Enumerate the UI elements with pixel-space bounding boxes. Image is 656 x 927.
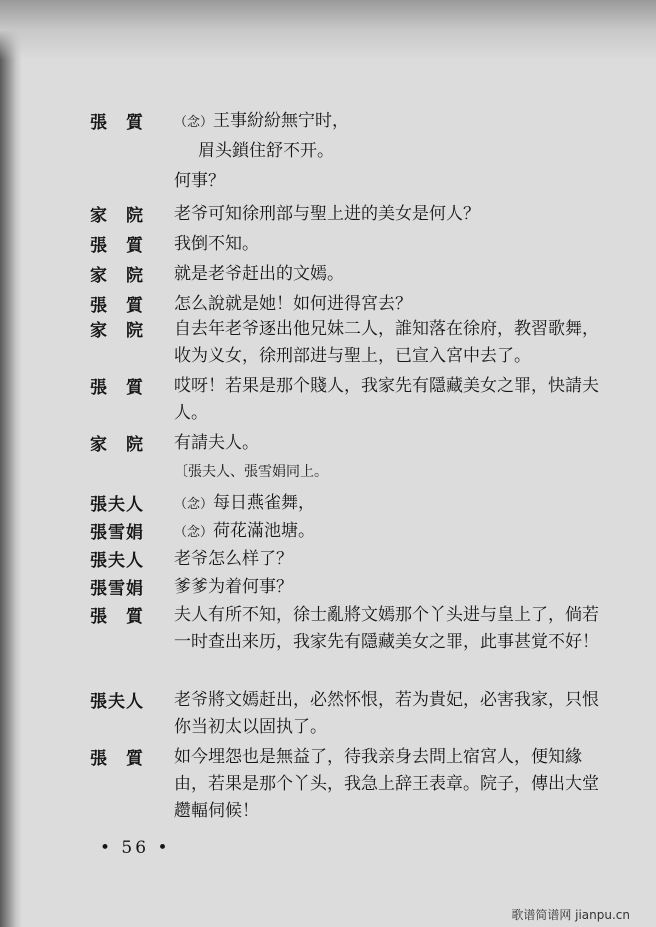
dialogue-text (174, 231, 610, 258)
dialogue-line (90, 373, 610, 427)
dialogue-line (90, 316, 610, 370)
speaker-name: 張雪娟 (90, 523, 144, 543)
dialogue-line (90, 744, 610, 825)
dialogue-line (90, 518, 610, 546)
dialogue-text (174, 291, 610, 318)
line-content: 我倒不知。 (174, 234, 259, 254)
line-content: 就是老爷赶出的文嫣。 (174, 264, 344, 284)
dialogue-text (174, 687, 610, 741)
dialogue-line (90, 490, 610, 518)
dialogue-line (90, 168, 610, 195)
line-content: 何事？ (174, 171, 225, 191)
dialogue-text (174, 546, 610, 573)
dialogue-line (90, 458, 610, 486)
dialogue-text (174, 430, 610, 457)
speaker-name: 張 質 (90, 749, 144, 769)
line-content: 每日燕雀舞， (213, 493, 316, 513)
line-content: 自去年老爷逐出他兄妹二人，誰知落在徐府，教習歌舞，收为义女，徐刑部进与聖上，已宣入宮中去了。 (174, 319, 599, 366)
dialogue-line (90, 231, 610, 258)
dialogue-line (90, 687, 610, 741)
watermark: 歌谱简谱网 jianpu.cn (511, 908, 630, 922)
dialogue-line (90, 108, 610, 136)
speaker-name: 張 質 (90, 113, 144, 133)
page-number: • 56 • (100, 838, 171, 858)
page-top-shadow (0, 0, 656, 60)
speaker-name: 張 質 (90, 378, 144, 398)
dialogue-text (174, 201, 610, 228)
line-content: 眉头鎖住舒不开。 (198, 141, 334, 161)
speaker-name: 家 院 (90, 266, 144, 286)
dialogue-line (90, 138, 610, 165)
speaker-name: 張夫人 (90, 495, 144, 515)
dialogue-line (90, 201, 610, 228)
line-content: 老爷可知徐刑部与聖上进的美女是何人？ (174, 204, 480, 224)
dialogue-text (174, 373, 610, 427)
line-content: 如今埋怨也是無益了，待我亲身去問上宿宮人，便知緣由，若果是那个丫头，我急上辞王表章。院子，傳出大堂趱輻伺候！ (174, 747, 599, 821)
dialogue-text (174, 744, 610, 825)
recitation-note: （念） (174, 525, 214, 540)
speaker-name: 家 院 (90, 206, 144, 226)
speaker-name: 家 院 (90, 435, 144, 455)
speaker-name: 家 院 (90, 321, 144, 341)
speaker-name: 張 質 (90, 607, 144, 627)
dialogue-line (90, 546, 610, 573)
line-content: 有請夫人。 (174, 433, 259, 453)
dialogue-line (90, 602, 610, 656)
dialogue-text (174, 108, 610, 136)
line-content: 哎呀！若果是那个賤人，我家先有隱藏美女之罪，快請夫人。 (174, 376, 599, 423)
dialogue-text (174, 168, 610, 195)
dialogue-line (90, 261, 610, 288)
dialogue-text (174, 490, 610, 518)
dialogue-text (174, 518, 610, 546)
dialogue-text (174, 316, 610, 370)
dialogue-text (174, 261, 610, 288)
dialogue-line (90, 291, 610, 318)
speaker-name: 張 質 (90, 236, 144, 256)
speaker-name: 張雪娟 (90, 579, 144, 599)
dialogue-text (198, 138, 610, 165)
dialogue-text (174, 602, 610, 656)
speaker-name: 張 質 (90, 296, 144, 316)
line-content: 怎么說就是她！如何进得宮去？ (174, 294, 412, 314)
line-content: 荷花滿池塘。 (213, 521, 316, 541)
dialogue-line (90, 574, 610, 601)
stage-direction: 〔張夫人、張雪娟同上。 (174, 464, 328, 480)
line-content: 夫人有所不知，徐士亂將文嫣那个丫头进与皇上了，倘若一时查出来历，我家先有隱藏美女之罪，此事甚覚不好！ (174, 605, 599, 652)
dialogue-line (90, 430, 610, 457)
line-content: 爹爹为着何事？ (174, 577, 293, 597)
line-content: 王事紛紛無宁时， (213, 111, 350, 131)
recitation-note: （念） (174, 497, 214, 512)
speaker-name: 張夫人 (90, 551, 144, 571)
recitation-note: （念） (174, 115, 214, 130)
book-binding-shadow (0, 0, 22, 927)
dialogue-text (174, 574, 610, 601)
line-content: 老爷怎么样了？ (174, 549, 293, 569)
dialogue-text (174, 458, 610, 486)
speaker-name: 張夫人 (90, 692, 144, 712)
line-content: 老爷將文嫣赶出，必然怀恨，若为貴妃，必害我家，只恨你当初太以固执了。 (174, 690, 599, 737)
